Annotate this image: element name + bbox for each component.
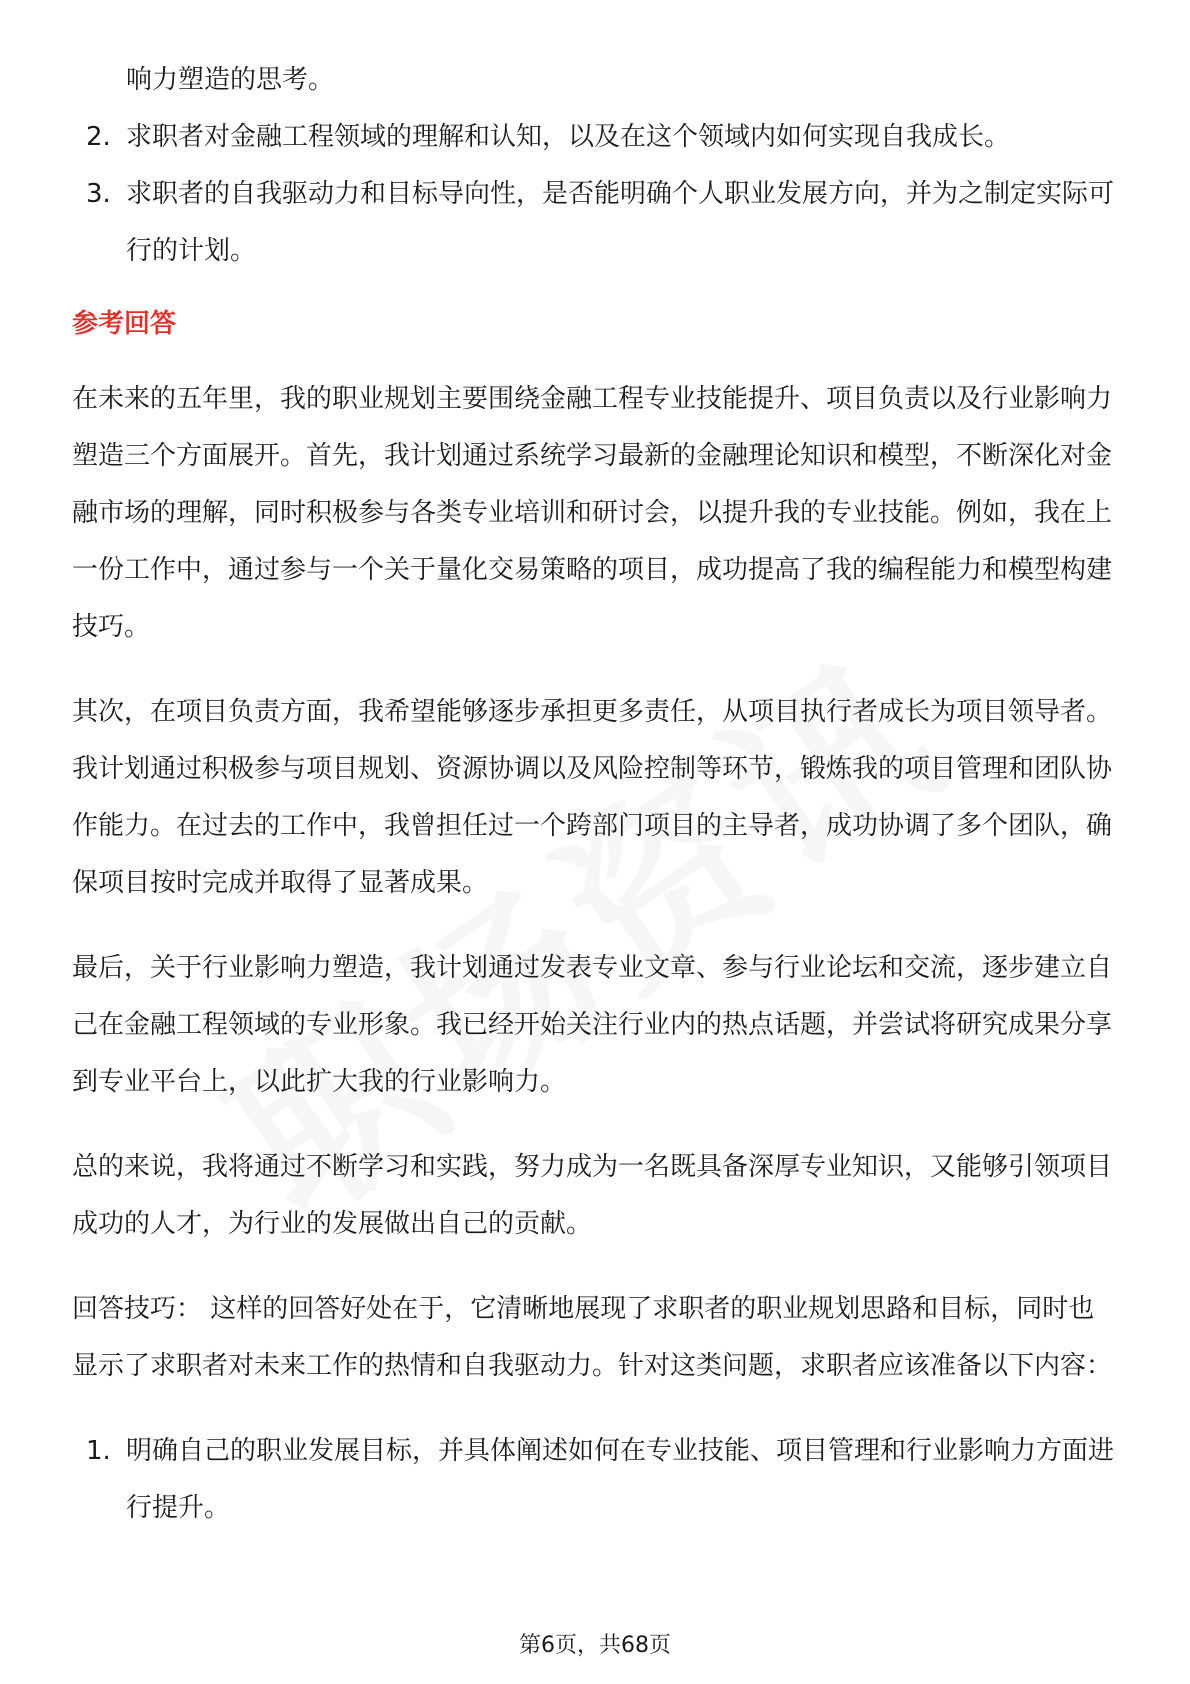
list-number: 2. [86,122,111,152]
paragraph-tips: 回答技巧： 这样的回答好处在于，它清晰地展现了求职者的职业规划思路和目标，同时也显示了求职者对未来工作的热情和自我驱动力。针对这类问题，求职者应该准备以下内容： [72,1294,1113,1381]
list-number: 1. [86,1436,111,1466]
paragraph: 在未来的五年里，我的职业规划主要围绕金融工程专业技能提升、项目负责以及行业影响力塑造三个方面展开。首先，我计划通过系统学习最新的金融理论知识和模型，不断深化对金融市场的理解，同时积极参与各类专业培训和研讨会，以提升我的专业技能。例如，我在上一份工作中，通过参与一个关于量化交易策略的项目，成功提高了我的编程能力和模型构建技巧。 [72,384,1113,642]
list-item-text: 求职者的自我驱动力和目标导向性，是否能明确个人职业发展方向，并为之制定实际可行的计划。 [126,179,1115,266]
list-number: 3. [86,179,111,209]
tips-list [72,1423,1118,1537]
page-footer: 第6页，共68页 [519,1633,671,1658]
section-title: 参考回答 [72,309,177,339]
paragraph: 其次，在项目负责方面，我希望能够逐步承担更多责任，从项目执行者成长为项目领导者。我计划通过积极参与项目规划、资源协调以及风险控制等环节，锻炼我的项目管理和团队协作能力。在过去的工作中，我曾担任过一个跨部门项目的主导者，成功协调了多个团队，确保项目按时完成并取得了显著成果。 [72,697,1113,898]
criteria-list [72,109,1118,280]
list-item [72,1423,1118,1537]
paragraph: 最后，关于行业影响力塑造，我计划通过发表专业文章、参与行业论坛和交流，逐步建立自己在金融工程领域的专业形象。我已经开始关注行业内的热点话题，并尝试将研究成果分享到专业平台上，以此扩大我的行业影响力。 [72,953,1113,1097]
list-item-continuation: 响力塑造的思考。 [126,65,335,95]
list-item-text: 明确自己的职业发展目标，并具体阐述如何在专业技能、项目管理和行业影响力方面进行提升。 [126,1436,1115,1523]
list-item [72,166,1118,280]
list-item-text: 求职者对金融工程领域的理解和认知，以及在这个领域内如何实现自我成长。 [126,122,1011,152]
page-content [72,52,1118,1537]
list-item [72,109,1118,166]
paragraph: 总的来说，我将通过不断学习和实践，努力成为一名既具备深厚专业知识，又能够引领项目成功的人才，为行业的发展做出自己的贡献。 [72,1152,1113,1239]
